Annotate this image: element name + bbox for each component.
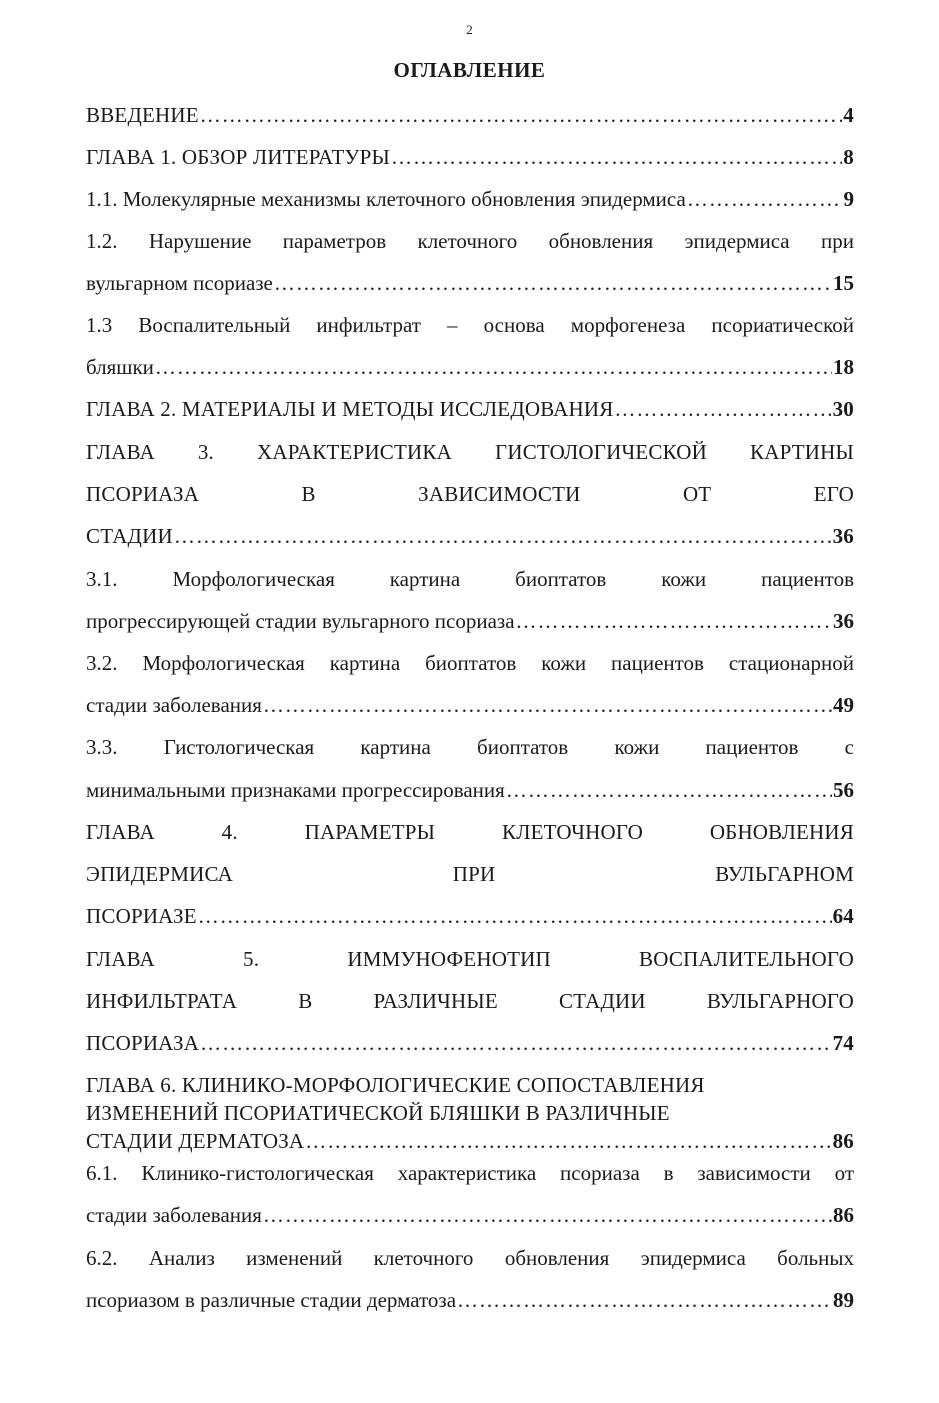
toc-entry-text: стадии заболевания <box>86 693 262 717</box>
toc-page-number: 15 <box>833 271 854 295</box>
toc-entry-section-1-2-line-2[interactable] <box>86 270 854 296</box>
toc-entry-section-6-2-line-1[interactable]: 6.2. Анализ изменений клеточного обновления эпидермиса больных <box>86 1246 854 1270</box>
toc-entry-text: ПСОРИАЗА <box>86 1031 200 1055</box>
toc-entry-section-1-2-line-1[interactable]: 1.2. Нарушение параметров клеточного обновления эпидермиса при <box>86 229 854 253</box>
toc-entry-text: ПСОРИАЗЕ <box>86 904 197 928</box>
toc-entry-text: вульгарном псориазе <box>86 271 273 295</box>
dot-leader <box>516 608 832 634</box>
toc-entry-chapter-6-line-3[interactable] <box>86 1128 854 1154</box>
toc-entry-chapter-3-line-3[interactable] <box>86 523 854 549</box>
toc-entry-intro[interactable] <box>86 102 854 128</box>
toc-page-number: 36 <box>833 609 854 633</box>
toc-entry-section-3-2-line-1[interactable]: 3.2. Морфологическая картина биоптатов кожи пациентов стационарной <box>86 651 854 675</box>
toc-entry-section-3-1-line-2[interactable] <box>86 608 854 634</box>
toc-page-number: 36 <box>832 524 854 548</box>
toc-page-number: 4 <box>843 103 854 127</box>
dot-leader <box>200 1030 831 1056</box>
toc-page-number: 49 <box>833 693 854 717</box>
toc-entry-text: бляшки <box>86 355 154 379</box>
toc-page-number: 89 <box>833 1288 854 1312</box>
toc-page-number: 18 <box>833 355 854 379</box>
toc-entry-text: псориазом в различные стадии дерматоза <box>86 1288 457 1312</box>
dot-leader <box>263 1202 832 1228</box>
toc-entry-text: СТАДИИ ДЕРМАТОЗА <box>86 1129 305 1153</box>
toc-page-number: 9 <box>843 187 854 211</box>
toc-entry-section-3-3-line-1[interactable]: 3.3. Гистологическая картина биоптатов кожи пациентов с <box>86 735 854 759</box>
toc-page-number: 30 <box>832 397 854 421</box>
toc-page-number: 56 <box>833 778 854 802</box>
toc-page-number: 74 <box>832 1031 854 1055</box>
dot-leader <box>457 1287 832 1313</box>
toc-entry-section-1-3-line-1[interactable]: 1.3 Воспалительный инфильтрат – основа морфогенеза псориатической <box>86 313 854 337</box>
dot-leader <box>263 692 832 718</box>
toc-entry-chapter-3-line-1[interactable]: ГЛАВА 3. ХАРАКТЕРИСТИКА ГИСТОЛОГИЧЕСКОЙ КАРТИНЫ <box>86 440 854 464</box>
toc-entry-text: ГЛАВА 2. МАТЕРИАЛЫ И МЕТОДЫ ИССЛЕДОВАНИЯ <box>86 397 614 421</box>
toc-entry-chapter-6-line-1[interactable]: ГЛАВА 6. КЛИНИКО-МОРФОЛОГИЧЕСКИЕ СОПОСТАВЛЕНИЯ <box>86 1073 705 1097</box>
toc-entry-section-1-1[interactable] <box>86 186 854 212</box>
page-number: 2 <box>466 22 473 37</box>
toc-entry-chapter-4-line-1[interactable]: ГЛАВА 4. ПАРАМЕТРЫ КЛЕТОЧНОГО ОБНОВЛЕНИЯ <box>86 820 854 844</box>
dot-leader <box>391 144 842 170</box>
toc-entry-chapter-1[interactable] <box>86 144 854 170</box>
toc-entry-text: минимальными признаками прогрессирования <box>86 778 505 802</box>
toc-entry-chapter-6-line-2[interactable]: ИЗМЕНЕНИЙ ПСОРИАТИЧЕСКОЙ БЛЯШКИ В РАЗЛИЧНЫЕ <box>86 1101 670 1125</box>
toc-entry-section-3-1-line-1[interactable]: 3.1. Морфологическая картина биоптатов кожи пациентов <box>86 567 854 591</box>
toc-entry-section-1-3-line-2[interactable] <box>86 354 854 380</box>
toc-page-number: 8 <box>843 145 854 169</box>
dot-leader <box>174 523 832 549</box>
dot-leader <box>506 777 832 803</box>
toc-entry-chapter-4-line-2[interactable]: ЭПИДЕРМИСА ПРИ ВУЛЬГАРНОМ <box>86 862 854 886</box>
dot-leader <box>155 354 832 380</box>
toc-entry-text: ГЛАВА 1. ОБЗОР ЛИТЕРАТУРЫ <box>86 145 390 169</box>
toc-page-number: 64 <box>832 904 854 928</box>
dot-leader <box>274 270 832 296</box>
toc-entry-section-3-2-line-2[interactable] <box>86 692 854 718</box>
dot-leader <box>198 903 832 929</box>
toc-page-number: 86 <box>832 1129 854 1153</box>
toc-entry-section-6-1-line-1[interactable]: 6.1. Клинико-гистологическая характеристика псориаза в зависимости от <box>86 1161 854 1185</box>
dot-leader <box>305 1128 831 1154</box>
toc-entry-section-6-2-line-2[interactable] <box>86 1287 854 1313</box>
toc-entry-section-3-3-line-2[interactable] <box>86 777 854 803</box>
toc-entry-chapter-4-line-3[interactable] <box>86 903 854 929</box>
page-title: ОГЛАВЛЕНИЕ <box>393 58 546 82</box>
toc-entry-text: прогрессирующей стадии вульгарного псориаза <box>86 609 515 633</box>
toc-page-number: 86 <box>833 1203 854 1227</box>
dot-leader <box>614 396 831 422</box>
toc-entry-text: СТАДИИ <box>86 524 173 548</box>
dot-leader <box>687 186 843 212</box>
toc-entry-text: ВВЕДЕНИЕ <box>86 103 199 127</box>
toc-entry-section-6-1-line-2[interactable] <box>86 1202 854 1228</box>
toc-entry-chapter-3-line-2[interactable]: ПСОРИАЗА В ЗАВИСИМОСТИ ОТ ЕГО <box>86 482 854 506</box>
toc-entry-text: 1.1. Молекулярные механизмы клеточного обновления эпидермиса <box>86 187 686 211</box>
toc-entry-chapter-2[interactable] <box>86 396 854 422</box>
toc-entry-chapter-5-line-1[interactable]: ГЛАВА 5. ИММУНОФЕНОТИП ВОСПАЛИТЕЛЬНОГО <box>86 947 854 971</box>
dot-leader <box>200 102 843 128</box>
toc-entry-chapter-5-line-3[interactable] <box>86 1030 854 1056</box>
toc-entry-chapter-5-line-2[interactable]: ИНФИЛЬТРАТА В РАЗЛИЧНЫЕ СТАДИИ ВУЛЬГАРНОГО <box>86 989 854 1013</box>
toc-entry-text: стадии заболевания <box>86 1203 262 1227</box>
